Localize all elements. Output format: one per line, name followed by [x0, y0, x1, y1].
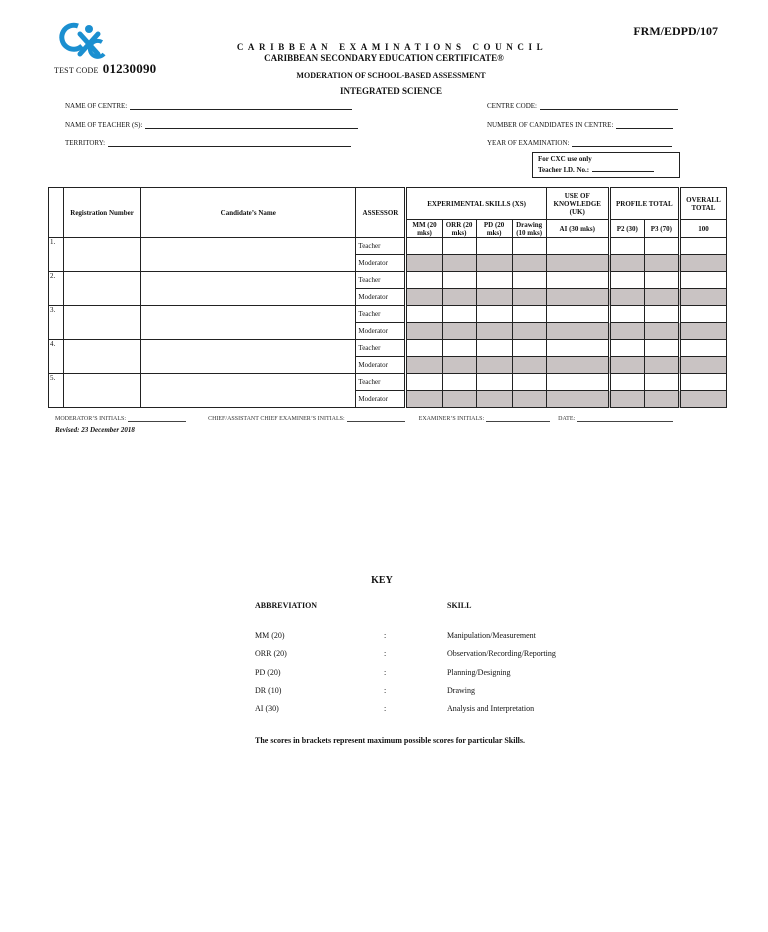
moderator-score-cell[interactable] — [679, 357, 726, 374]
teacher-score-cell[interactable] — [644, 306, 679, 323]
moderator-label: Moderator — [356, 289, 406, 306]
teacher-score-cell[interactable] — [546, 340, 609, 357]
candidate-name-cell[interactable] — [141, 238, 356, 272]
overall-total-header: OVERALL TOTAL — [679, 188, 726, 220]
territory-line[interactable] — [108, 139, 351, 147]
teacher-score-cell[interactable] — [546, 374, 609, 391]
name-of-teacher-field[interactable] — [65, 121, 358, 129]
moderator-score-cell[interactable] — [546, 255, 609, 272]
teacher-score-cell[interactable] — [476, 272, 512, 289]
teacher-score-cell[interactable] — [546, 306, 609, 323]
moderator-score-cell[interactable] — [406, 391, 442, 408]
ai-header: AI (30 mks) — [546, 220, 609, 238]
registration-number-cell[interactable] — [64, 238, 141, 272]
key-abbreviation: DR (10) — [255, 686, 282, 695]
moderator-initials-line[interactable] — [128, 416, 186, 422]
teacher-score-cell[interactable] — [609, 306, 644, 323]
key-skill: Manipulation/Measurement — [447, 631, 536, 640]
p3-header: P3 (70) — [644, 220, 679, 238]
teacher-score-cell[interactable] — [679, 374, 726, 391]
moderator-score-cell[interactable] — [442, 357, 476, 374]
cxc-use-only-box — [532, 152, 680, 178]
teacher-score-cell[interactable] — [512, 306, 546, 323]
teacher-score-cell[interactable] — [476, 374, 512, 391]
moderator-score-cell[interactable] — [546, 391, 609, 408]
revised-date: Revised: 23 December 2018 — [55, 426, 135, 434]
chief-initials-line[interactable] — [347, 416, 405, 422]
name-of-teacher-label: NAME OF TEACHER (S): — [65, 121, 143, 129]
teacher-score-cell[interactable] — [609, 340, 644, 357]
teacher-score-cell[interactable] — [644, 238, 679, 255]
teacher-id-line[interactable] — [592, 164, 654, 172]
key-note: The scores in brackets represent maximum possible scores for particular Skills. — [255, 736, 525, 745]
row-number: 2. — [49, 272, 64, 306]
moderator-score-cell[interactable] — [512, 289, 546, 306]
row-number: 5. — [49, 374, 64, 408]
teacher-label: Teacher — [356, 272, 406, 289]
moderator-score-cell[interactable] — [644, 357, 679, 374]
number-of-candidates-field[interactable] — [487, 121, 673, 129]
moderator-score-cell[interactable] — [476, 357, 512, 374]
moderation-title: MODERATION OF SCHOOL-BASED ASSESSMENT — [296, 71, 486, 80]
teacher-label: Teacher — [356, 306, 406, 323]
cxc-use-only-label: For CXC use only — [538, 155, 592, 163]
key-title: KEY — [371, 575, 393, 586]
candidate-name-cell[interactable] — [141, 306, 356, 340]
moderation-table — [48, 187, 727, 408]
moderator-score-cell[interactable] — [609, 289, 644, 306]
teacher-score-cell[interactable] — [442, 238, 476, 255]
teacher-score-cell[interactable] — [442, 306, 476, 323]
moderator-score-cell[interactable] — [546, 289, 609, 306]
moderator-score-cell[interactable] — [609, 391, 644, 408]
name-of-centre-label: NAME OF CENTRE: — [65, 102, 128, 110]
teacher-label: Teacher — [356, 238, 406, 255]
candidate-name-cell[interactable] — [141, 340, 356, 374]
teacher-score-cell[interactable] — [512, 272, 546, 289]
date-label: DATE: — [558, 416, 576, 422]
moderator-score-cell[interactable] — [476, 255, 512, 272]
moderator-score-cell[interactable] — [644, 323, 679, 340]
teacher-label: Teacher — [356, 374, 406, 391]
candidate-name-cell[interactable] — [141, 272, 356, 306]
overall-max-header: 100 — [679, 220, 726, 238]
number-of-candidates-line[interactable] — [616, 121, 673, 129]
use-of-knowledge-header: USE OF KNOWLEDGE (UK) — [546, 188, 609, 220]
teacher-score-cell[interactable] — [406, 306, 442, 323]
chief-initials-label: CHIEF/ASSISTANT CHIEF EXAMINER’S INITIALS: — [208, 416, 345, 422]
teacher-id-row[interactable] — [538, 164, 679, 175]
key-abbreviation: MM (20) — [255, 631, 285, 640]
year-of-examination-line[interactable] — [572, 139, 672, 147]
teacher-score-cell[interactable] — [679, 238, 726, 255]
moderator-score-cell[interactable] — [512, 255, 546, 272]
experimental-skills-header: EXPERIMENTAL SKILLS (XS) — [406, 188, 546, 220]
centre-code-field[interactable] — [487, 102, 678, 110]
abbreviation-header: ABBREVIATION — [255, 601, 318, 610]
teacher-score-cell[interactable] — [609, 272, 644, 289]
moderator-score-cell[interactable] — [442, 255, 476, 272]
moderator-score-cell[interactable] — [512, 391, 546, 408]
drawing-header: Drawing (10 mks) — [512, 220, 546, 238]
moderator-label: Moderator — [356, 255, 406, 272]
table-row — [49, 272, 727, 289]
teacher-score-cell[interactable] — [406, 374, 442, 391]
registration-number-cell[interactable] — [64, 272, 141, 306]
row-number: 4. — [49, 340, 64, 374]
centre-code-line[interactable] — [540, 102, 678, 110]
profile-total-header: PROFILE TOTAL — [609, 188, 679, 220]
moderator-score-cell[interactable] — [609, 255, 644, 272]
teacher-score-cell[interactable] — [679, 306, 726, 323]
registration-number-cell[interactable] — [64, 340, 141, 374]
key-skill: Drawing — [447, 686, 475, 695]
teacher-score-cell[interactable] — [644, 374, 679, 391]
key-skill: Observation/Recording/Reporting — [447, 649, 556, 658]
assessor-header: ASSESSOR — [356, 188, 406, 238]
moderator-label: Moderator — [356, 357, 406, 374]
moderator-score-cell[interactable] — [442, 323, 476, 340]
key-separator: : — [384, 649, 387, 658]
centre-code-label: CENTRE CODE: — [487, 102, 537, 110]
teacher-score-cell[interactable] — [644, 272, 679, 289]
registration-number-header: Registration Number — [64, 188, 141, 238]
teacher-score-cell[interactable] — [476, 306, 512, 323]
council-title: CARIBBEAN EXAMINATIONS COUNCIL — [236, 42, 548, 52]
key-separator: : — [384, 631, 387, 640]
table-row — [49, 374, 727, 391]
teacher-score-cell[interactable] — [512, 238, 546, 255]
moderator-score-cell[interactable] — [679, 255, 726, 272]
key-skill: Analysis and Interpretation — [447, 704, 535, 713]
candidate-name-cell[interactable] — [141, 374, 356, 408]
table-row — [49, 306, 727, 323]
key-abbreviation: PD (20) — [255, 668, 281, 677]
certificate-title: CARIBBEAN SECONDARY EDUCATION CERTIFICATE® — [264, 53, 504, 63]
key-separator: : — [384, 668, 387, 677]
year-of-examination-label: YEAR OF EXAMINATION: — [487, 139, 570, 147]
registration-number-cell[interactable] — [64, 306, 141, 340]
teacher-score-cell[interactable] — [609, 374, 644, 391]
test-code-label: TEST CODE — [54, 66, 99, 75]
moderator-score-cell[interactable] — [546, 357, 609, 374]
teacher-score-cell[interactable] — [406, 340, 442, 357]
orr-header: ORR (20 mks) — [442, 220, 476, 238]
moderator-score-cell[interactable] — [609, 357, 644, 374]
teacher-label: Teacher — [356, 340, 406, 357]
moderator-score-cell[interactable] — [644, 255, 679, 272]
key-skill: Planning/Designing — [447, 668, 511, 677]
candidate-name-header: Candidate’s Name — [141, 188, 356, 238]
row-number: 3. — [49, 306, 64, 340]
moderator-score-cell[interactable] — [679, 391, 726, 408]
moderator-score-cell[interactable] — [609, 323, 644, 340]
moderator-score-cell[interactable] — [512, 323, 546, 340]
moderator-score-cell[interactable] — [644, 289, 679, 306]
territory-field[interactable] — [65, 139, 351, 147]
moderator-score-cell[interactable] — [406, 323, 442, 340]
registration-number-cell[interactable] — [64, 374, 141, 408]
teacher-score-cell[interactable] — [679, 340, 726, 357]
teacher-score-cell[interactable] — [679, 272, 726, 289]
moderator-score-cell[interactable] — [442, 391, 476, 408]
moderator-label: Moderator — [356, 391, 406, 408]
teacher-score-cell[interactable] — [546, 272, 609, 289]
teacher-score-cell[interactable] — [476, 340, 512, 357]
moderator-score-cell[interactable] — [476, 323, 512, 340]
teacher-score-cell[interactable] — [609, 238, 644, 255]
examiner-initials-line[interactable] — [486, 416, 550, 422]
form-code: FRM/EDPD/107 — [633, 24, 718, 38]
territory-label: TERRITORY: — [65, 139, 106, 147]
key-abbreviation: ORR (20) — [255, 649, 287, 658]
moderator-initials-label: MODERATOR’S INITIALS: — [55, 416, 127, 422]
teacher-id-label: Teacher I.D. No.: — [538, 166, 590, 174]
teacher-score-cell[interactable] — [476, 238, 512, 255]
number-of-candidates-label: NUMBER OF CANDIDATES IN CENTRE: — [487, 121, 614, 129]
table-row — [49, 238, 727, 255]
teacher-score-cell[interactable] — [512, 340, 546, 357]
table-row — [49, 340, 727, 357]
test-code-number: 01230090 — [102, 61, 157, 76]
teacher-score-cell[interactable] — [406, 272, 442, 289]
name-of-centre-field[interactable] — [65, 102, 352, 110]
teacher-score-cell[interactable] — [442, 374, 476, 391]
moderator-score-cell[interactable] — [679, 289, 726, 306]
index-header — [49, 188, 64, 238]
moderator-score-cell[interactable] — [512, 357, 546, 374]
moderator-score-cell[interactable] — [476, 289, 512, 306]
moderator-label: Moderator — [356, 323, 406, 340]
p2-header: P2 (30) — [609, 220, 644, 238]
row-number: 1. — [49, 238, 64, 272]
teacher-score-cell[interactable] — [406, 238, 442, 255]
initials-footer — [55, 416, 673, 422]
moderator-score-cell[interactable] — [442, 289, 476, 306]
moderator-score-cell[interactable] — [679, 323, 726, 340]
teacher-score-cell[interactable] — [644, 340, 679, 357]
name-of-centre-line[interactable] — [130, 102, 352, 110]
key-abbreviation: AI (30) — [255, 704, 279, 713]
teacher-score-cell[interactable] — [512, 374, 546, 391]
teacher-score-cell[interactable] — [546, 238, 609, 255]
moderator-score-cell[interactable] — [406, 255, 442, 272]
year-of-examination-field[interactable] — [487, 139, 672, 147]
key-separator: : — [384, 686, 387, 695]
key-separator: : — [384, 704, 387, 713]
moderator-score-cell[interactable] — [406, 357, 442, 374]
subject-title: INTEGRATED SCIENCE — [339, 86, 443, 96]
mm-header: MM (20 mks) — [406, 220, 442, 238]
date-line[interactable] — [577, 416, 673, 422]
name-of-teacher-line[interactable] — [145, 121, 358, 129]
skill-header: SKILL — [447, 601, 472, 610]
moderator-score-cell[interactable] — [644, 391, 679, 408]
moderator-score-cell[interactable] — [476, 391, 512, 408]
teacher-score-cell[interactable] — [442, 272, 476, 289]
moderator-score-cell[interactable] — [546, 323, 609, 340]
pd-header: PD (20 mks) — [476, 220, 512, 238]
table-body — [49, 238, 727, 408]
moderator-score-cell[interactable] — [406, 289, 442, 306]
examiner-initials-label: EXAMINER’S INITIALS: — [418, 416, 485, 422]
teacher-score-cell[interactable] — [442, 340, 476, 357]
